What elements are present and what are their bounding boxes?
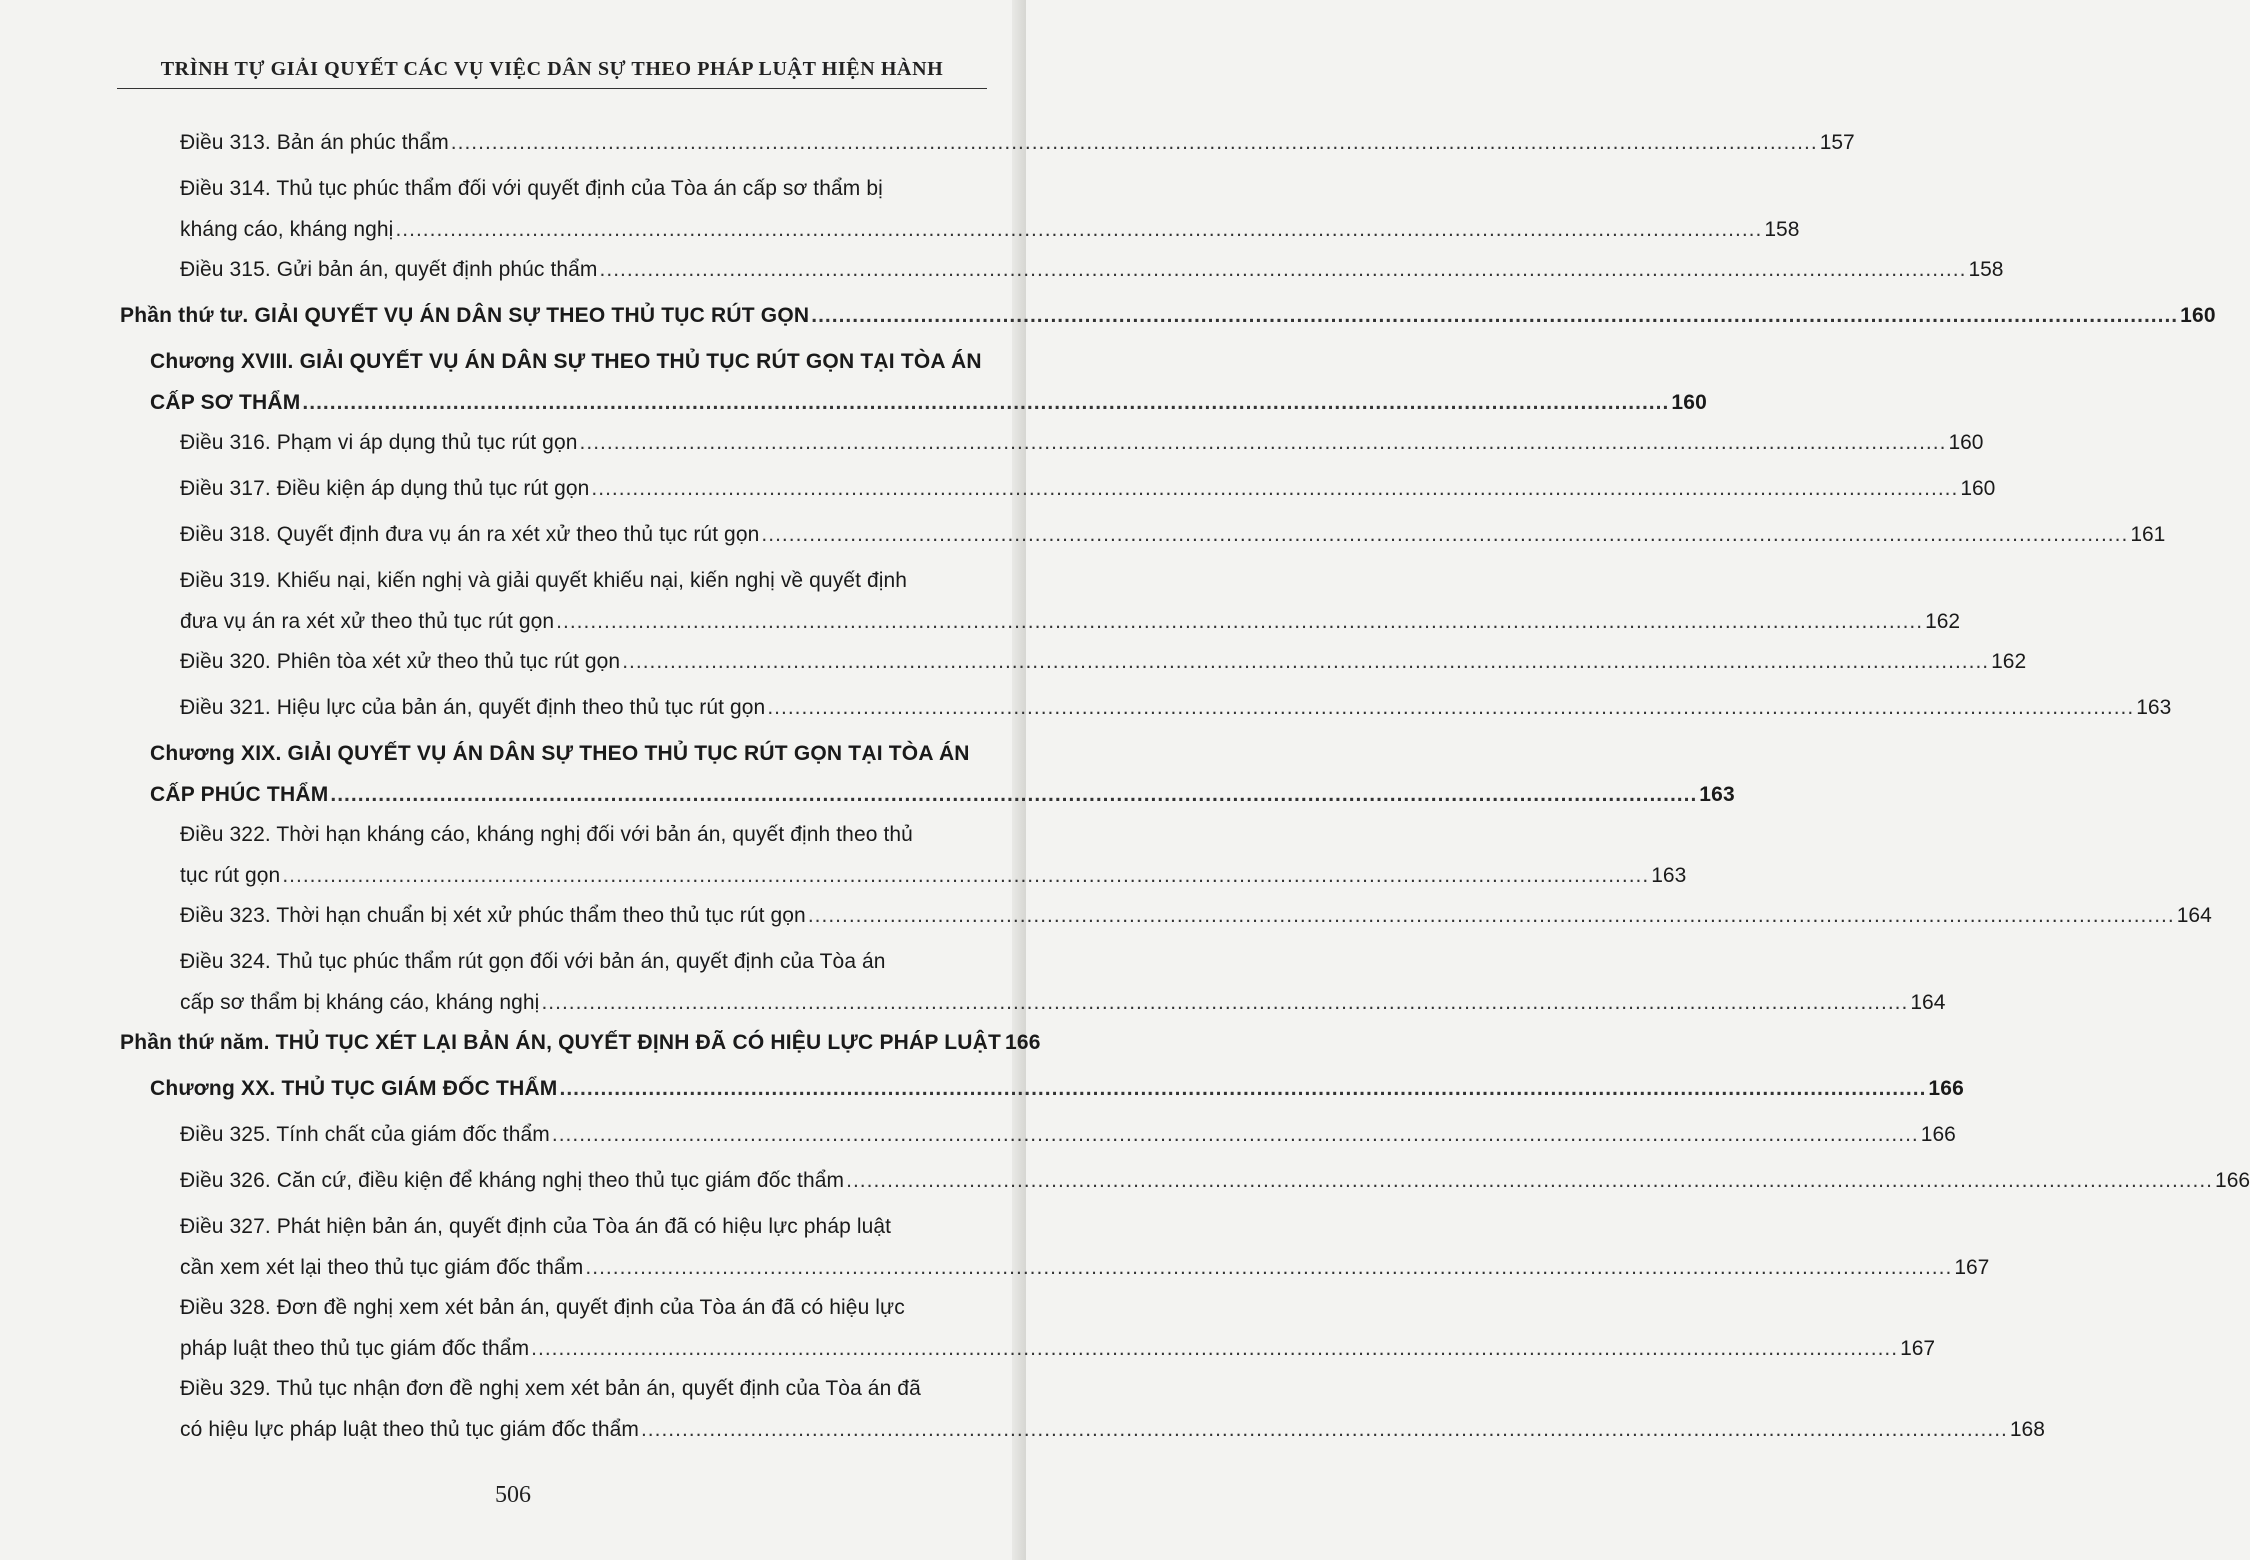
toc-entry-text: pháp luật theo thủ tục giám đốc thẩm	[180, 1337, 530, 1360]
toc-entry-chapter	[150, 342, 1707, 424]
toc-entry-text: Điều 321. Hiệu lực của bản án, quyết định theo thủ tục rút gọn	[180, 696, 766, 719]
dot-leader	[541, 983, 1908, 1023]
dot-leader	[622, 642, 1989, 682]
toc-entry-line	[180, 602, 1961, 642]
dot-leader	[552, 1115, 1919, 1155]
toc-entry-line	[180, 1329, 1936, 1369]
dot-leader	[451, 123, 1818, 163]
toc-entry-text: Phần thứ tư. GIẢI QUYẾT VỤ ÁN DÂN SỰ THEO THỦ TỤC RÚT GỌN	[120, 304, 810, 327]
toc-entry-article	[180, 642, 2027, 683]
toc-entry-line	[180, 896, 2212, 936]
toc-entry-article	[180, 423, 1984, 464]
toc-entry-text: cần xem xét lại theo thủ tục giám đốc thẩm	[180, 1256, 584, 1279]
running-header: TRÌNH TỰ GIẢI QUYẾT CÁC VỤ VIỆC DÂN SỰ THEO PHÁP LUẬT HIỆN HÀNH	[160, 58, 944, 80]
toc-entry-article	[180, 169, 1800, 251]
toc-entry-article	[180, 1115, 1956, 1156]
toc-entry-article	[180, 561, 1961, 643]
toc-page-ref: 160	[2180, 304, 2216, 327]
toc-page-ref: 157	[1819, 131, 1855, 154]
toc-entry-article	[180, 250, 2004, 291]
toc-entry-line	[180, 1115, 1956, 1155]
dot-leader	[302, 383, 1669, 423]
toc-page-ref: 160	[1960, 477, 1996, 500]
toc-entry-line	[180, 1369, 988, 1409]
toc-entry-line	[150, 775, 1735, 815]
toc-entry-line	[180, 1161, 2250, 1201]
toc-page-ref: 158	[1968, 258, 2004, 281]
toc-page-ref: 167	[1900, 1337, 1936, 1360]
toc-page-ref: 164	[2176, 904, 2212, 927]
dot-leader	[761, 515, 2128, 555]
toc-page-ref: 162	[1925, 610, 1961, 633]
page-number: 506	[495, 1482, 531, 1508]
toc-entry-text: Phần thứ năm. THỦ TỤC XÉT LẠI BẢN ÁN, QUYẾT ĐỊNH ĐÃ CÓ HIỆU LỰC PHÁP LUẬT	[120, 1031, 1002, 1054]
dot-leader	[641, 1410, 2008, 1450]
toc-entry-text: Điều 328. Đơn đề nghị xem xét bản án, quyết định của Tòa án đã có hiệu lực	[180, 1296, 905, 1319]
dot-leader	[767, 688, 2134, 728]
toc-page-ref: 163	[2136, 696, 2172, 719]
dot-leader	[591, 469, 1958, 509]
toc-entry-line	[180, 1248, 1990, 1288]
toc-entry-chapter	[150, 734, 1735, 816]
toc-entry-article	[180, 688, 2172, 729]
toc-entry-article	[180, 1369, 2045, 1451]
toc-entry-line	[180, 423, 1984, 463]
toc-entry-text: Điều 324. Thủ tục phúc thẩm rút gọn đối với bản án, quyết định của Tòa án	[180, 950, 886, 973]
toc-entry-line	[180, 815, 988, 855]
toc-entry-text: Chương XIX. GIẢI QUYẾT VỤ ÁN DÂN SỰ THEO THỦ TỤC RÚT GỌN TẠI TÒA ÁN	[150, 742, 970, 765]
toc-page-ref: 166	[1928, 1077, 1965, 1100]
toc-entry-text: Điều 313. Bản án phúc thẩm	[180, 131, 449, 154]
dot-leader	[600, 250, 1967, 290]
toc-entry-text: Chương XVIII. GIẢI QUYẾT VỤ ÁN DÂN SỰ THEO THỦ TỤC RÚT GỌN TẠI TÒA ÁN	[150, 350, 982, 373]
dot-leader	[580, 423, 1947, 463]
toc-page-ref: 166	[1005, 1031, 1041, 1054]
toc-entry-text: đưa vụ án ra xét xử theo thủ tục rút gọn	[180, 610, 555, 633]
toc-entry-text: có hiệu lực pháp luật theo thủ tục giám đốc thẩm	[180, 1418, 639, 1441]
toc-entry-line	[180, 1410, 2045, 1450]
toc-entry-text: Điều 315. Gửi bản án, quyết định phúc thẩm	[180, 258, 598, 281]
toc-entry-line	[180, 942, 988, 982]
toc-entry-text: Chương XX. THỦ TỤC GIÁM ĐỐC THẨM	[150, 1077, 558, 1100]
toc-entry-text: Điều 319. Khiếu nại, kiến nghị và giải quyết khiếu nại, kiến nghị về quyết định	[180, 569, 908, 592]
toc-entry-text: Điều 314. Thủ tục phúc thẩm đối với quyết định của Tòa án cấp sơ thẩm bị	[180, 177, 883, 200]
dot-leader	[811, 296, 2178, 336]
toc-entry-article	[180, 1288, 1936, 1370]
toc-entry-text: Điều 325. Tính chất của giám đốc thẩm	[180, 1123, 550, 1146]
toc-entry-article	[180, 942, 1946, 1024]
toc-entry-line	[180, 169, 988, 209]
toc-entry-text: Điều 316. Phạm vi áp dụng thủ tục rút gọn	[180, 431, 578, 454]
toc-entry-line	[180, 856, 1687, 896]
toc-entry-line	[180, 1207, 988, 1247]
toc-entry-text: cấp sơ thẩm bị kháng cáo, kháng nghị	[180, 991, 540, 1014]
toc-page-ref: 163	[1651, 864, 1687, 887]
toc-entry-line	[180, 688, 2172, 728]
toc-entry-line	[150, 383, 1707, 423]
toc-page-ref: 158	[1764, 218, 1800, 241]
toc-entry-line	[150, 342, 988, 382]
toc-entry-text: CẤP PHÚC THẨM	[150, 783, 329, 806]
toc-entry-text: CẤP SƠ THẨM	[150, 391, 301, 414]
toc-entry-line	[180, 515, 2166, 555]
dot-leader	[395, 210, 1762, 250]
toc-entry-text: Điều 323. Thời hạn chuẩn bị xét xử phúc thẩm theo thủ tục rút gọn	[180, 904, 806, 927]
toc-page-ref: 161	[2130, 523, 2166, 546]
toc-entry-line	[180, 642, 2027, 682]
toc-entry-text: Điều 318. Quyết định đưa vụ án ra xét xử theo thủ tục rút gọn	[180, 523, 760, 546]
toc-entry-article	[180, 515, 2166, 556]
toc-entry-part	[120, 1023, 1041, 1064]
toc-entry-line	[180, 469, 1996, 509]
toc-page-ref: 162	[1991, 650, 2027, 673]
toc-entry-article	[180, 1207, 1990, 1289]
toc-entry-text: Điều 320. Phiên tòa xét xử theo thủ tục rút gọn	[180, 650, 621, 673]
toc-page-ref: 163	[1699, 783, 1735, 806]
dot-leader	[531, 1329, 1898, 1369]
toc-entry-text: Điều 322. Thời hạn kháng cáo, kháng nghị đối với bản án, quyết định theo thủ	[180, 823, 913, 846]
toc-entry-text: Điều 317. Điều kiện áp dụng thủ tục rút gọn	[180, 477, 590, 500]
toc-entry-line	[120, 296, 2216, 336]
toc-page-ref: 164	[1910, 991, 1946, 1014]
toc-entry-chapter	[150, 1069, 1965, 1110]
toc-entry-article	[180, 469, 1996, 510]
toc-entry-line	[180, 561, 988, 601]
dot-leader	[330, 775, 1697, 815]
toc-entry-article	[180, 123, 1855, 164]
toc-entry-line	[180, 250, 2004, 290]
toc-entry-line	[180, 210, 1800, 250]
toc-entry-article	[180, 896, 2212, 937]
toc-page-ref: 166	[2215, 1169, 2250, 1192]
toc-entry-part	[120, 296, 2216, 337]
toc-entry-article	[180, 815, 1687, 897]
toc-entry-text: Điều 327. Phát hiện bản án, quyết định của Tòa án đã có hiệu lực pháp luật	[180, 1215, 892, 1238]
dot-leader	[282, 856, 1649, 896]
toc-entry-article	[180, 1161, 2250, 1202]
toc-entry-text: tục rút gọn	[180, 864, 281, 887]
dot-leader	[556, 602, 1923, 642]
toc-entry-line	[180, 983, 1946, 1023]
toc-entry-line	[180, 123, 1855, 163]
dot-leader	[585, 1248, 1952, 1288]
toc-entry-text: Điều 329. Thủ tục nhận đơn đề nghị xem xét bản án, quyết định của Tòa án đã	[180, 1377, 921, 1400]
toc-page-ref: 160	[1948, 431, 1984, 454]
toc-page-ref: 167	[1954, 1256, 1990, 1279]
toc-entry-line	[150, 1069, 1965, 1109]
toc-entry-text: kháng cáo, kháng nghị	[180, 218, 394, 241]
toc-entry-line	[120, 1023, 1041, 1063]
toc-page-ref: 160	[1671, 391, 1707, 414]
toc-page-ref: 166	[1920, 1123, 1956, 1146]
dot-leader	[560, 1069, 1927, 1109]
toc-entry-text: Điều 326. Căn cứ, điều kiện để kháng nghị theo thủ tục giám đốc thẩm	[180, 1169, 845, 1192]
toc-page-ref: 168	[2009, 1418, 2045, 1441]
toc-entry-line	[150, 734, 988, 774]
toc-entry-line	[180, 1288, 988, 1328]
dot-leader	[846, 1161, 2213, 1201]
dot-leader	[808, 896, 2175, 936]
